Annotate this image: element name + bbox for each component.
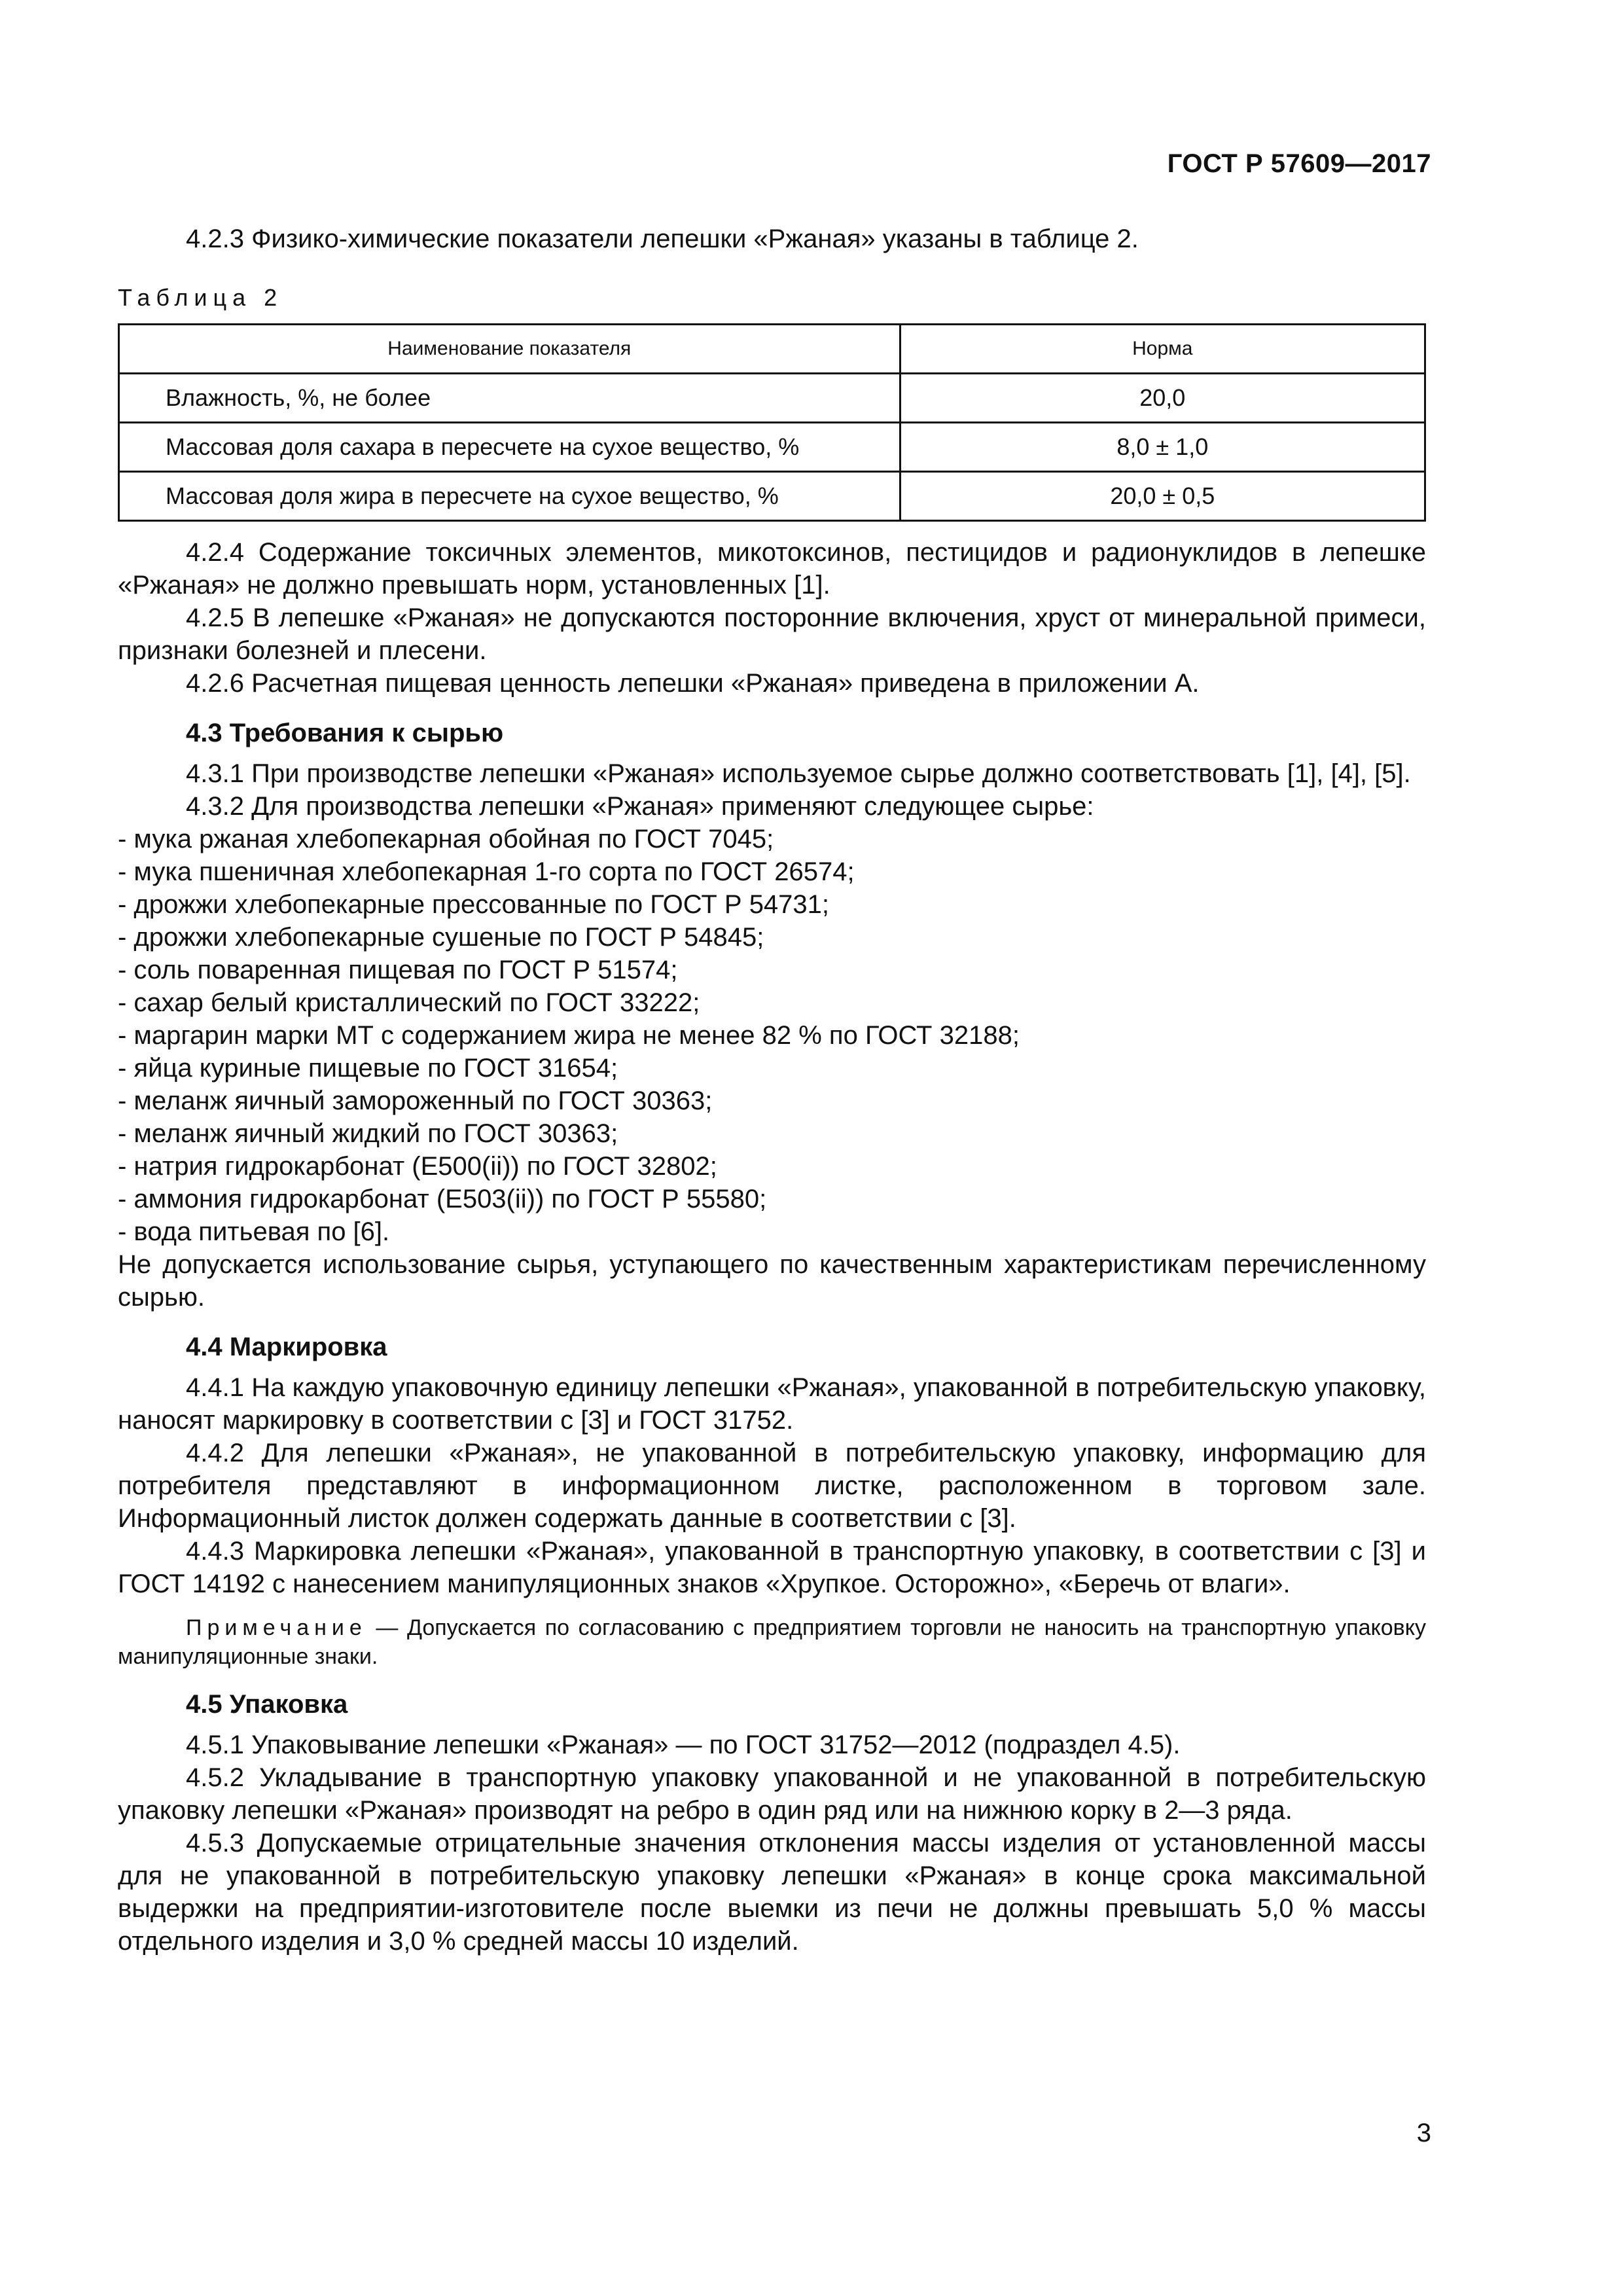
table-caption: Таблица 2 <box>118 284 283 311</box>
paragraph-4-2-6: 4.2.6 Расчетная пищевая ценность лепешки «Ржаная» приведена в приложении А. <box>186 669 1200 698</box>
page-number: 3 <box>1416 2119 1431 2147</box>
table-row <box>119 374 1425 423</box>
list-item: - меланж яичный жидкий по ГОСТ 30363; <box>118 1119 618 1148</box>
paragraph-4-3-2: 4.3.2 Для производства лепешки «Ржаная» применяют следующее сырье: <box>186 792 1094 821</box>
raw-materials-list <box>118 823 1426 1248</box>
table-header-row <box>119 325 1425 374</box>
paragraph-4-5-3: 4.5.3 Допускаемые отрицательные значения отклонения массы изделия от установленной массы для не упакованной в потребительскую упаковку лепешки «Ржаная» в конце срока максимальной выдержки на предприятии-изготовителе после выемки из печи не должны превышать 5,0 % массы отдельного изделия и 3,0 % средней массы 10 изделий. <box>118 1829 1426 1956</box>
table-row <box>119 472 1425 521</box>
list-item: - аммония гидрокарбонат (Е503(ii)) по ГОСТ Р 55580; <box>118 1185 767 1213</box>
list-item: - натрия гидрокарбонат (Е500(ii)) по ГОСТ 32802; <box>118 1152 717 1181</box>
table-cell-indicator: Влажность, %, не более <box>119 374 901 423</box>
list-item: - меланж яичный замороженный по ГОСТ 30363; <box>118 1086 713 1115</box>
table-row <box>119 423 1425 472</box>
paragraph-4-5-2: 4.5.2 Укладывание в транспортную упаковку упакованной и не упакованной в потребительскую упаковку лепешки «Ржаная» производят на ребро в один ряд или на нижнюю корку в 2—3 ряда. <box>118 1763 1426 1825</box>
section-4-2-tail <box>118 536 1426 700</box>
paragraph-4-3-1: 4.3.1 При производстве лепешки «Ржаная» используемое сырье должно соответствовать [1], [4], [5]. <box>186 759 1411 788</box>
indicators-table <box>118 323 1426 522</box>
table-cell-norm: 20,0 <box>900 374 1425 423</box>
note <box>118 1613 1426 1671</box>
paragraph-4-4-2: 4.4.2 Для лепешки «Ржаная», не упакованной в потребительскую упаковку, информацию для потребителя представляют в информационном листке, расположенном в торговом зале. Информационный листок должен содержать данные в соответствии с [3]. <box>118 1439 1426 1533</box>
section-title-4-3: 4.3 Требования к сырью <box>186 719 504 747</box>
paragraph-4-2-5: 4.2.5 В лепешке «Ржаная» не допускаются посторонние включения, хруст от минеральной примеси, признаки болезней и плесени. <box>118 603 1426 665</box>
raw-materials-closing: Не допускается использование сырья, уступающего по качественным характеристикам перечисленному сырью. <box>118 1250 1426 1312</box>
list-item: - мука ржаная хлебопекарная обойная по ГОСТ 7045; <box>118 825 774 853</box>
list-item: - дрожжи хлебопекарные прессованные по ГОСТ Р 54731; <box>118 890 830 919</box>
list-item: - сахар белый кристаллический по ГОСТ 33222; <box>118 988 700 1017</box>
intro-paragraph: 4.2.3 Физико-химические показатели лепешки «Ржаная» указаны в таблице 2. <box>186 224 1139 253</box>
list-item: - мука пшеничная хлебопекарная 1-го сорта по ГОСТ 26574; <box>118 857 855 886</box>
list-item: - маргарин марки МТ с содержанием жира не менее 82 % по ГОСТ 32188; <box>118 1021 1020 1050</box>
standard-code: ГОСТ Р 57609—2017 <box>1167 149 1431 178</box>
page-content <box>118 223 1426 1958</box>
section-title-4-4: 4.4 Маркировка <box>186 1333 387 1361</box>
table-cell-norm: 8,0 ± 1,0 <box>900 423 1425 472</box>
paragraph-4-4-3: 4.4.3 Маркировка лепешки «Ржаная», упакованной в транспортную упаковку, в соответствии с [3] и ГОСТ 14192 с нанесением манипуляционных знаков «Хрупкое. Осторожно», «Беречь от влаги». <box>118 1537 1426 1598</box>
section-title-4-5: 4.5 Упаковка <box>186 1690 348 1719</box>
note-text: — Допускается по согласованию с предприятием торговли не наносить на транспортную упаковку манипуляционные знаки. <box>118 1615 1426 1669</box>
table-cell-indicator: Массовая доля сахара в пересчете на сухое вещество, % <box>119 423 901 472</box>
note-label: Примечание <box>186 1615 367 1640</box>
table-cell-indicator: Массовая доля жира в пересчете на сухое вещество, % <box>119 472 901 521</box>
list-item: - вода питьевая по [6]. <box>118 1217 390 1246</box>
table-header-norm: Норма <box>900 325 1425 374</box>
list-item: - яйца куриные пищевые по ГОСТ 31654; <box>118 1054 618 1083</box>
table-cell-norm: 20,0 ± 0,5 <box>900 472 1425 521</box>
list-item: - дрожжи хлебопекарные сушеные по ГОСТ Р 54845; <box>118 923 764 952</box>
paragraph-4-4-1: 4.4.1 На каждую упаковочную единицу лепешки «Ржаная», упакованной в потребительскую упаковку, наносят маркировку в соответствии с [3] и ГОСТ 31752. <box>118 1373 1426 1435</box>
paragraph-4-2-4: 4.2.4 Содержание токсичных элементов, микотоксинов, пестицидов и радионуклидов в лепешке «Ржаная» не должно превышать норм, установленных [1]. <box>118 538 1426 600</box>
table-header-indicator: Наименование показателя <box>119 325 901 374</box>
paragraph-4-5-1: 4.5.1 Упаковывание лепешки «Ржаная» — по ГОСТ 31752—2012 (подраздел 4.5). <box>186 1731 1181 1759</box>
list-item: - соль поваренная пищевая по ГОСТ Р 51574; <box>118 956 678 984</box>
